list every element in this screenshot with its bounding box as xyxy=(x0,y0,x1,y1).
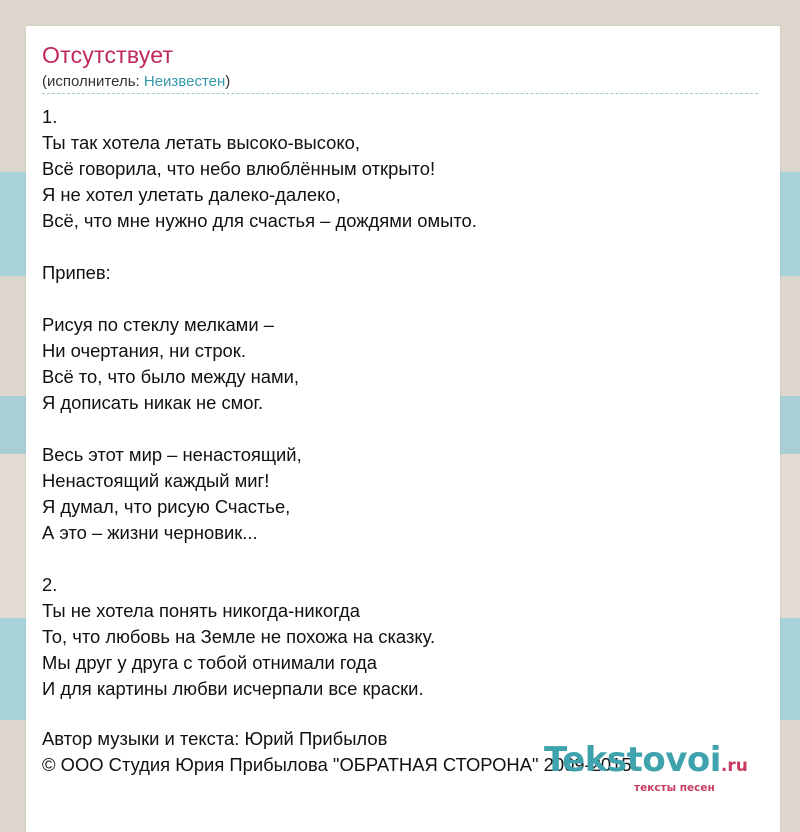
performer-link[interactable]: Неизвестен xyxy=(143,73,226,90)
lyric-line xyxy=(42,546,477,572)
lyric-line: Ни очертания, ни строк. xyxy=(42,340,246,361)
lyric-line: Всё то, что было между нами, xyxy=(42,366,300,387)
lyric-line: Мы друг у друга с тобой отнимали года xyxy=(42,652,377,673)
lyric-line: То, что любовь на Земле не похожа на сказку. xyxy=(42,626,436,647)
lyric-line xyxy=(42,234,477,260)
lyric-line: Всё, что мне нужно для счастья – дождями омыто. xyxy=(42,210,477,231)
lyric-line: Ненастоящий каждый миг! xyxy=(42,470,270,491)
lyric-line xyxy=(42,416,477,442)
performer-line xyxy=(42,73,230,90)
lyric-line: Рисуя по стеклу мелками – xyxy=(42,314,274,335)
performer-label: (исполнитель: xyxy=(42,73,144,90)
lyric-line: Всё говорила, что небо влюблённым открыто! xyxy=(42,158,436,179)
lyric-line: 2. xyxy=(42,574,58,595)
lyric-line: Я не хотел улетать далеко-далеко, xyxy=(42,184,341,205)
lyric-line: 1. xyxy=(42,106,58,127)
lyric-line: Ты так хотела летать высоко-высоко, xyxy=(42,132,361,153)
divider xyxy=(42,93,758,94)
lyric-line: И для картины любви исчерпали все краски. xyxy=(42,678,424,699)
song-title: Отсутствует xyxy=(42,42,174,68)
lyric-line: Я думал, что рисую Счастье, xyxy=(42,496,291,517)
lyric-line: Ты не хотела понять никогда-никогда xyxy=(42,600,360,621)
lyric-line: Я дописать никак не смог. xyxy=(42,392,264,413)
credits-copyright: © ООО Студия Юрия Прибылова "ОБРАТНАЯ СТОРОНА" 2009-2015 xyxy=(42,754,632,775)
logo-tld: .ru xyxy=(720,756,748,776)
lyric-line: А это – жизни черновик... xyxy=(42,522,258,543)
logo-tagline: тексты песен xyxy=(634,782,715,794)
logo-brand: Tekstovoi xyxy=(544,740,721,780)
lyrics-text xyxy=(42,104,477,702)
lyric-line: Весь этот мир – ненастоящий, xyxy=(42,444,302,465)
lyrics-card xyxy=(26,26,780,832)
performer-close: ) xyxy=(225,73,231,90)
site-logo[interactable] xyxy=(544,740,748,794)
credits-author: Автор музыки и текста: Юрий Прибылов xyxy=(42,728,388,749)
lyric-line xyxy=(42,286,477,312)
lyric-line: Припев: xyxy=(42,262,111,283)
